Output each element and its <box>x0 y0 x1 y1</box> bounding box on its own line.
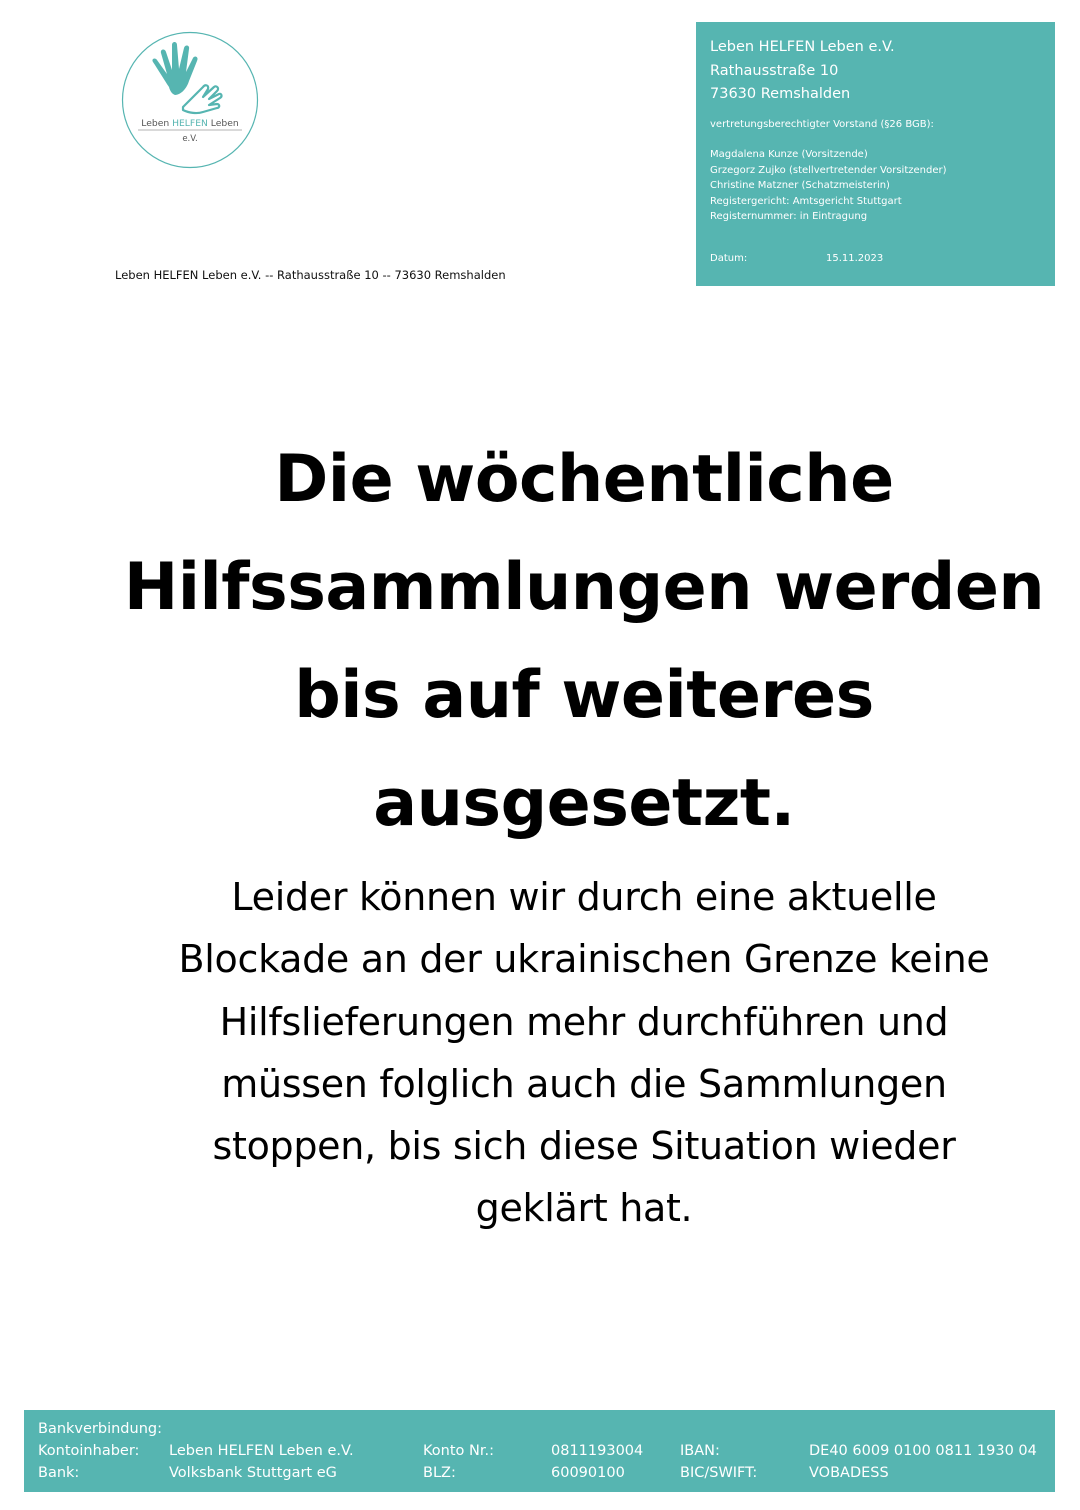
letterhead-info-box <box>696 22 1055 286</box>
footer-row-account <box>38 1440 1055 1462</box>
bic-value: VOBADESS <box>809 1465 889 1481</box>
bic-label: BIC/SWIFT: <box>680 1465 758 1481</box>
board-heading: vertretungsberechtigter Vorstand (§26 BGB): <box>710 118 934 130</box>
blz-label: BLZ: <box>423 1465 456 1481</box>
blz-value: 60090100 <box>551 1465 625 1481</box>
footer-heading: Bankverbindung: <box>38 1421 162 1437</box>
account-number-label: Konto Nr.: <box>423 1443 494 1459</box>
body-line: Leider können wir durch eine aktuelle <box>231 875 937 919</box>
logo-wordmark: Leben HELFEN Leben <box>141 118 239 129</box>
logo-emblem <box>121 31 259 169</box>
footer-row-bank <box>38 1462 1055 1484</box>
bank-details-footer <box>24 1410 1055 1492</box>
date-value: 15.11.2023 <box>826 253 884 265</box>
iban-value: DE40 6009 0100 0811 1930 04 <box>809 1443 1037 1459</box>
register-number: Registernummer: in Eintragung <box>710 211 868 223</box>
sender-address-line: Leben HELFEN Leben e.V. -- Rathausstraße 10 -- 73630 Remshalden <box>115 268 506 282</box>
headline-line: Die wöchentliche <box>274 442 894 517</box>
hands-icon <box>152 42 221 113</box>
account-number-value: 0811193004 <box>551 1443 644 1459</box>
headline-line: bis auf weiteres <box>294 658 874 733</box>
org-city: 73630 Remshalden <box>710 86 851 102</box>
iban-label: IBAN: <box>680 1443 720 1459</box>
board-member: Christine Matzner (Schatzmeisterin) <box>710 180 890 192</box>
bank-label: Bank: <box>38 1465 80 1481</box>
board-member: Magdalena Kunze (Vorsitzende) <box>710 149 868 161</box>
headline-line: ausgesetzt. <box>373 766 795 841</box>
account-holder-value: Leben HELFEN Leben e.V. <box>169 1443 354 1459</box>
body-line: Blockade an der ukrainischen Grenze keine <box>178 937 990 982</box>
body-line: geklärt hat. <box>475 1186 693 1231</box>
body-line: müssen folglich auch die Sammlungen <box>221 1061 947 1106</box>
body-line: stoppen, bis sich diese Situation wieder <box>212 1124 956 1169</box>
register-court: Registergericht: Amtsgericht Stuttgart <box>710 195 902 207</box>
board-member: Grzegorz Zujko (stellvertretender Vorsitzender) <box>710 164 947 176</box>
org-name: Leben HELFEN Leben e.V. <box>710 39 895 55</box>
account-holder-label: Kontoinhaber: <box>38 1443 140 1459</box>
body-line: Hilfslieferungen mehr durchführen und <box>219 999 949 1044</box>
logo-suffix: e.V. <box>182 134 198 144</box>
headline <box>84 426 1080 858</box>
date-row <box>710 251 1041 267</box>
organization-logo <box>121 31 259 169</box>
bank-value: Volksbank Stuttgart eG <box>169 1465 337 1481</box>
body-text <box>84 866 1080 1240</box>
headline-line: Hilfssammlungen werden <box>123 550 1045 625</box>
date-label: Datum: <box>710 253 748 265</box>
org-street: Rathausstraße 10 <box>710 62 839 79</box>
